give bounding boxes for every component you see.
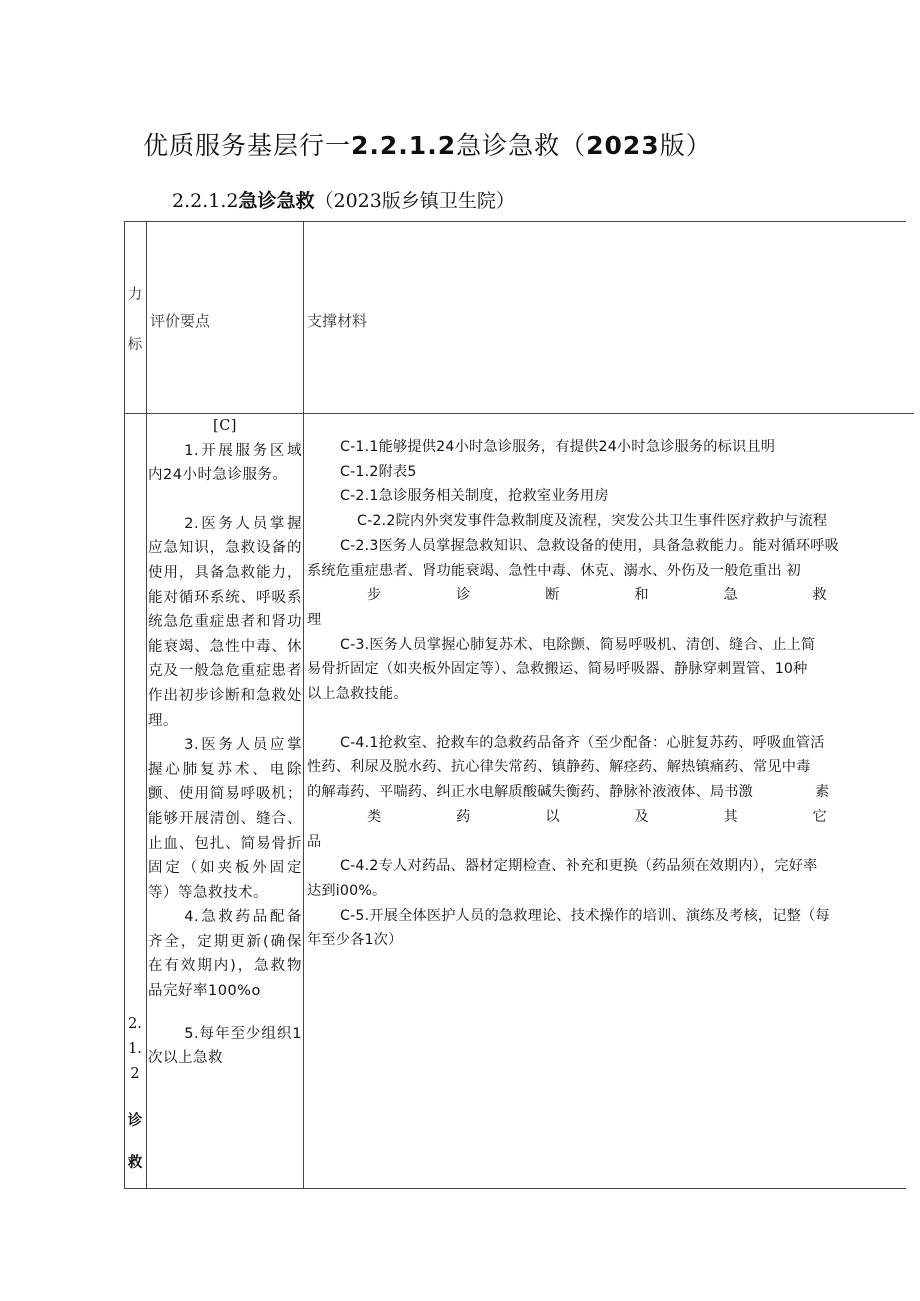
header-col0-bottom: 标 (127, 337, 143, 353)
supporting-materials-cell (307, 435, 907, 953)
material-c42-line2: 达到i00%。 (307, 882, 387, 899)
table-border-top (124, 221, 906, 222)
material-c3-line3: 以上急救技能。 (307, 686, 408, 703)
c23-spread-char-4: 和 (634, 587, 649, 604)
c23-spread-char-5: 急 (723, 587, 738, 604)
criteria-item-3: 3.医务人员应掌握心肺复苏术、电除颤、使用简易呼吸机；能够开展清创、缝合、止血、包扎、简易骨折固定（如夹板外固定等）等急救技术。 (148, 737, 302, 901)
material-c5-line2: 年至少各1次） (307, 932, 403, 949)
header-col0-top: 力 (127, 287, 143, 303)
table-border-bottom (124, 1188, 906, 1189)
subtitle-name: 急诊急救 (238, 190, 315, 212)
table-divider-2 (303, 221, 304, 1189)
criteria-item-4: 4.急救药品配备齐全，定期更新(确保在有效期内)，急救物品完好率100%o (148, 909, 302, 1000)
material-c42-line1: C-4.2专人对药品、器材定期检查、补充和更换（药品须在效期内），完好率 (340, 858, 818, 875)
criteria-item-5: 5.每年至少组织1次以上急救 (148, 1025, 302, 1067)
material-c3-line2: 易骨折固定（如夹板外固定等）、急救搬运、简易呼吸器、静脉穿刺置管、10种 (307, 661, 808, 678)
material-c22: C-2.2院内外突发事件急救制度及流程，突发公共卫生事件医疗救护与流程 (357, 513, 828, 530)
criteria-item-2: 2.医务人员掌握应急知识，急救设备的使用，具备急救能力，能对循环系统、呼吸系统急危重症患者和肾功能衰竭、急性中毒、休克及一般急危重症患者作出初步诊断和急救处理。 (148, 515, 302, 729)
c23-spread-char-6: 救 (812, 587, 827, 604)
material-c5-line1: C-5.开展全体医护人员的急救理论、技术操作的培训、演练及考核，记整（每 (340, 907, 830, 924)
left-col-line-5: 救 (127, 1154, 143, 1171)
left-col-line-2: 1. (128, 1041, 142, 1057)
material-c23-spread (307, 583, 907, 608)
material-c23-line1: C-2.3医务人员掌握急救知识、急救设备的使用，具备急救能力。能对循环呼吸 (340, 537, 839, 554)
c41-spread-char-3: 以 (545, 808, 560, 825)
material-c41-line3 (307, 780, 907, 805)
c41-spread-char-6: 它 (812, 808, 827, 825)
criteria-table (124, 221, 914, 1189)
material-c41-end: 品 (307, 833, 322, 850)
c41-spread-char-2: 药 (456, 808, 471, 825)
c41-spread-char-5: 其 (723, 808, 738, 825)
title-prefix: 优质服务基层行一 (143, 131, 352, 160)
c41-line3-text: 的解毒药、平喘药、纠正水电解质酸碱失衡药、静脉补液液体、局书激 (307, 784, 754, 801)
title-open: （ (560, 131, 587, 160)
criteria-item-1: 1.开展服务区域内24小时急诊服务。 (148, 442, 302, 484)
material-c41-spread (307, 805, 907, 830)
title-name: 急诊急救 (456, 131, 561, 160)
evaluation-points-cell (148, 414, 302, 1071)
c41-line3-end: 素 (815, 784, 830, 801)
material-c23-line2: 系统危重症患者、肾功能衰竭、急性中毒、休克、溺水、外伤及一般危重出 初 (307, 562, 801, 579)
header-evaluation-points: 评价要点 (150, 312, 211, 330)
material-c3-line1: C-3.医务人员掌握心肺复苏术、电除颤、简易呼吸机、清创、缝合、止上简 (340, 636, 816, 653)
document-subtitle (172, 186, 515, 213)
table-divider-1 (146, 221, 147, 1189)
c41-spread-char-1: 类 (367, 808, 382, 825)
c23-spread-char-3: 断 (545, 587, 560, 604)
left-col-line-4: 诊 (127, 1112, 143, 1129)
title-suffix: 版） (659, 131, 712, 160)
material-c21: C-2.1急诊服务相关制度，抢救室业务用房 (340, 488, 609, 505)
header-supporting-materials: 支撑材料 (307, 312, 368, 330)
subtitle-code: 2.2.1.2 (172, 190, 239, 212)
document-title (143, 126, 712, 162)
grade-label: [C] (213, 418, 237, 434)
c23-spread-char-1: 步 (367, 587, 382, 604)
subtitle-rest: （2023版乡镇卫生院） (314, 190, 515, 212)
left-col-line-1: 2. (128, 1016, 142, 1032)
left-col-line-3: 2 (130, 1066, 140, 1082)
material-c12: C-1.2附表5 (340, 463, 417, 480)
c23-spread-char-2: 诊 (456, 587, 471, 604)
c41-spread-char-4: 及 (634, 808, 649, 825)
material-c41-line2: 性药、利尿及脱水药、抗心律失常药、镇静药、解痉药、解热镇痛药、常见中毒 (307, 759, 811, 776)
material-c11: C-1.1能够提供24小时急诊服务，有提供24小时急诊服务的标识且明 (340, 439, 776, 455)
title-code: 2.2.1.2 (351, 131, 457, 160)
material-c41-line1: C-4.1抢救室、抢救车的急救药品备齐（至少配备：心脏复苏药、呼吸血管活 (340, 734, 825, 751)
title-year: 2023 (586, 131, 660, 160)
material-c23-end: 理 (307, 611, 322, 628)
